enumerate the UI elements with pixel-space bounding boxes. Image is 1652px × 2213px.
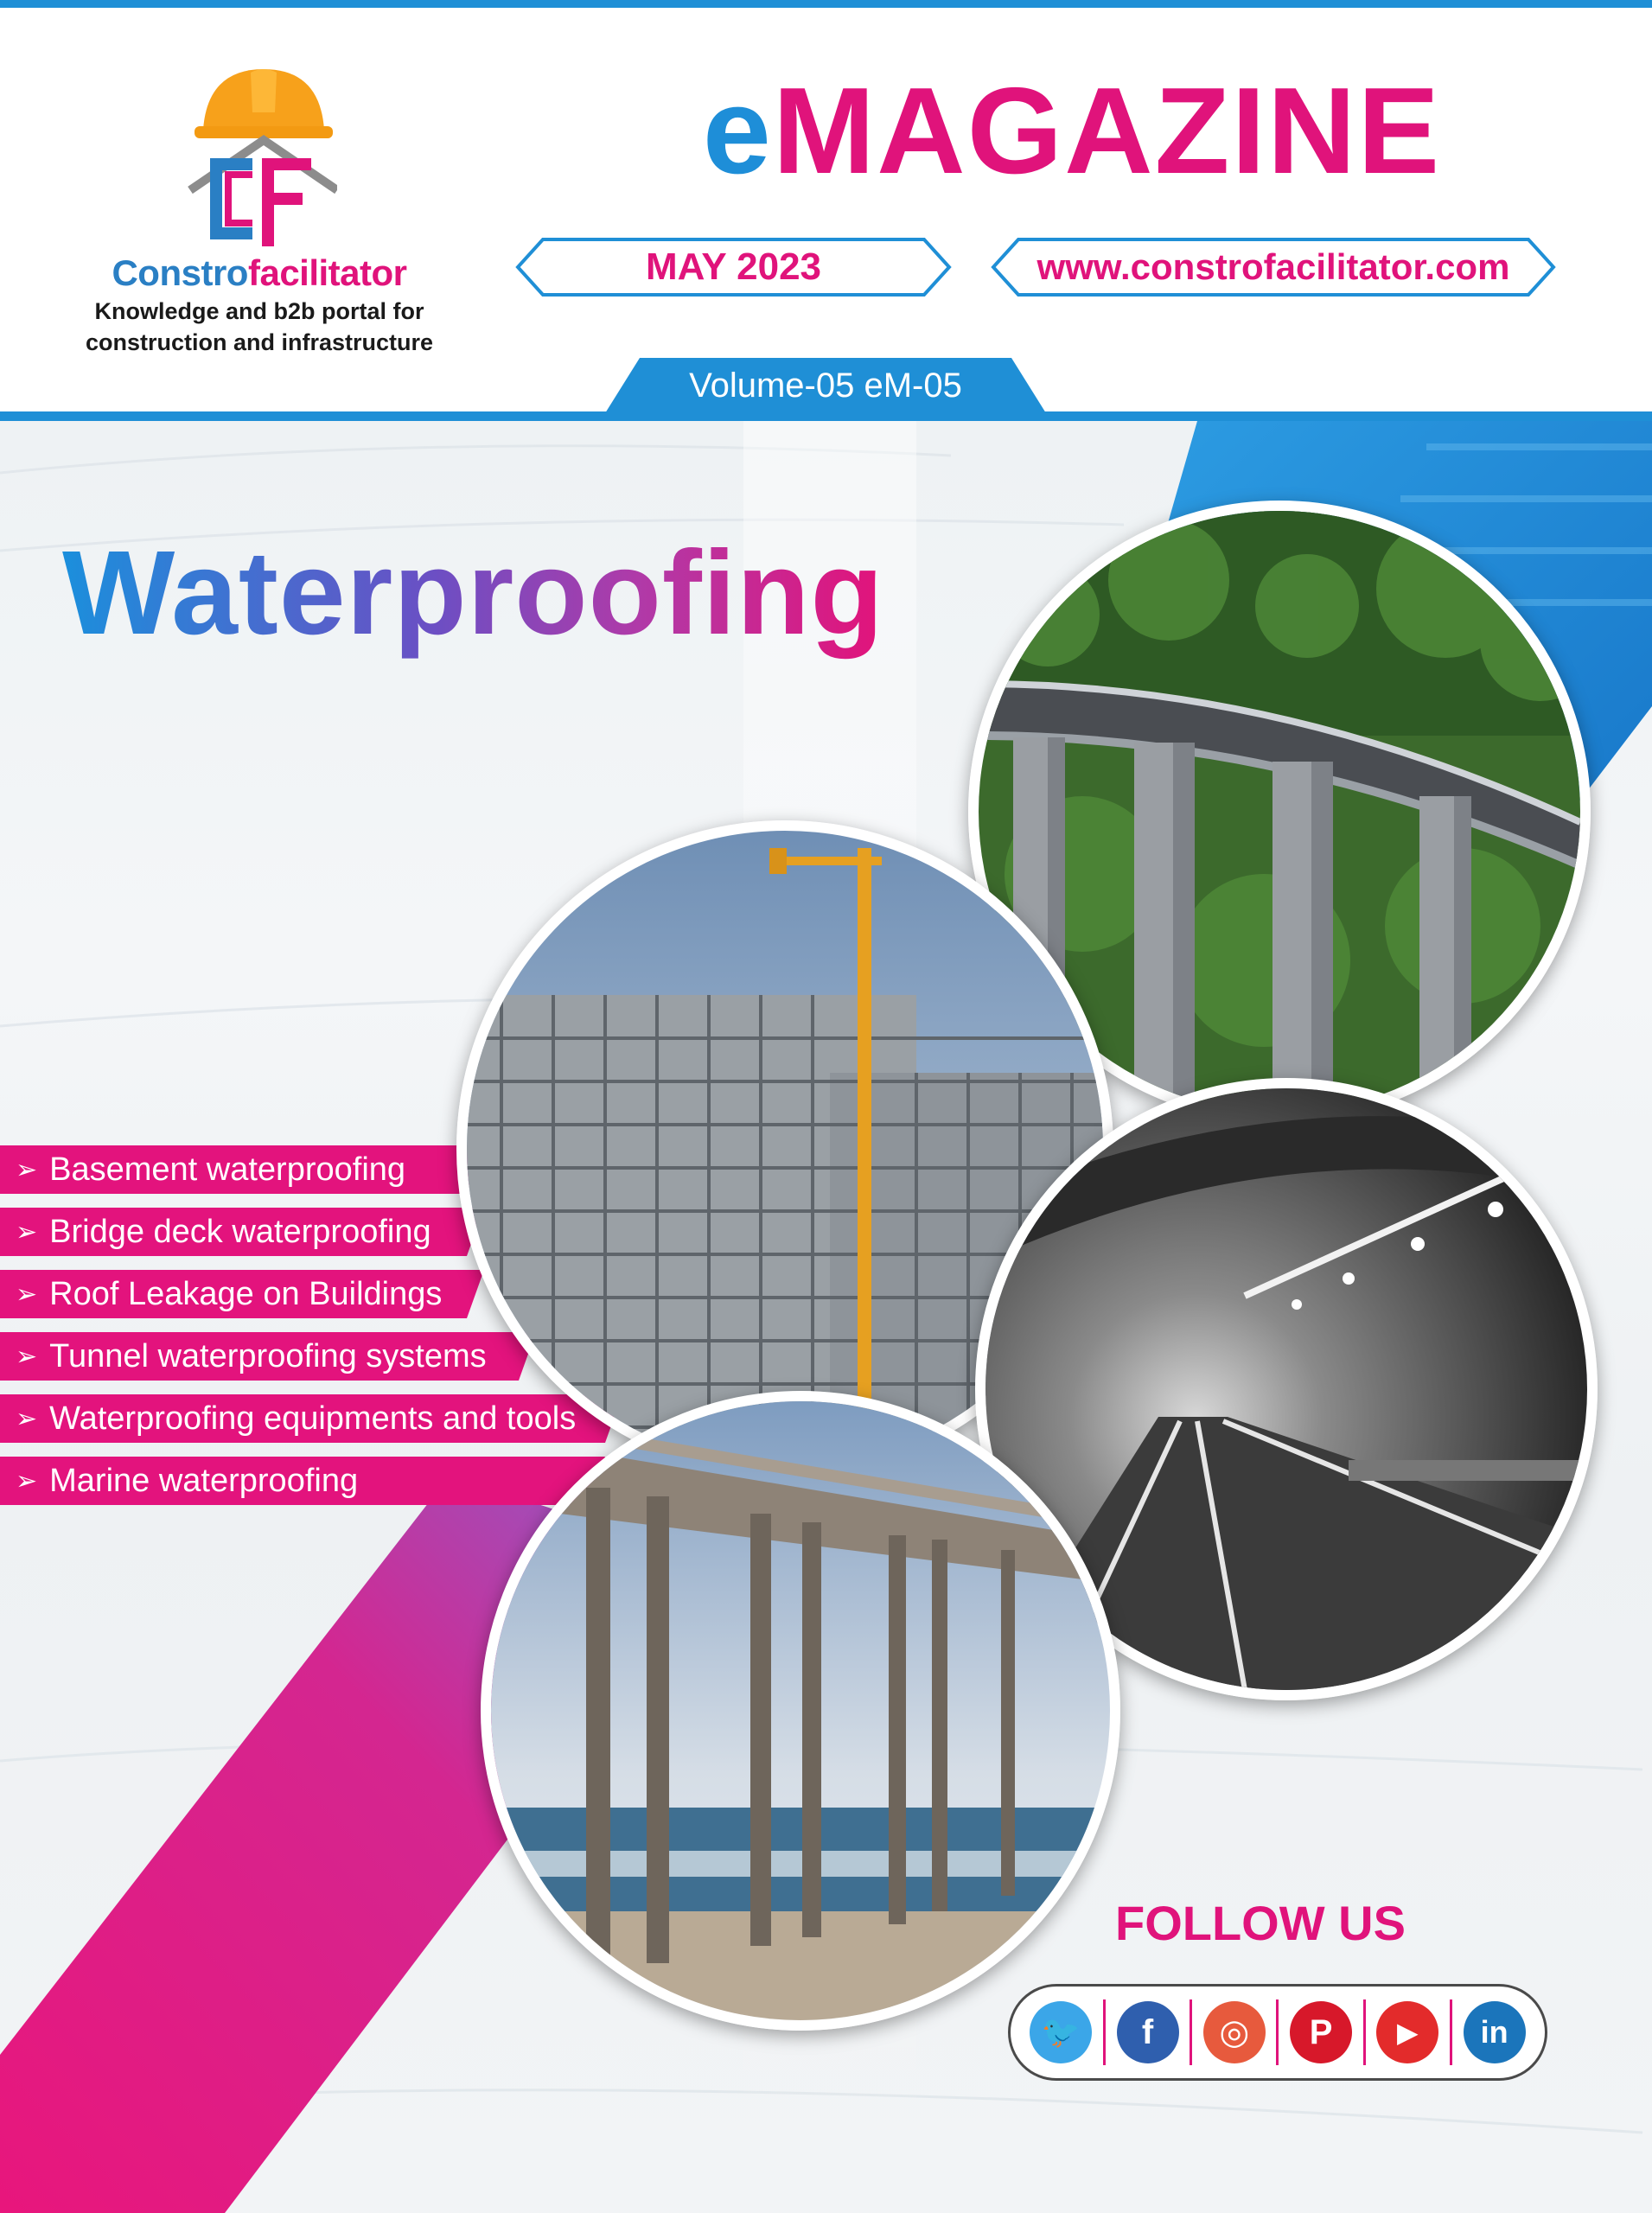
top-border	[0, 0, 1652, 8]
chevron-right-icon: ➢	[16, 1404, 38, 1433]
emagazine-title-rest: MAGAZINE	[772, 62, 1442, 200]
divider	[1103, 1999, 1106, 2065]
chevron-right-icon: ➢	[16, 1342, 38, 1371]
topic-item	[0, 1270, 484, 1318]
facebook-icon[interactable]: f	[1117, 2001, 1179, 2063]
brand-tagline	[78, 296, 441, 358]
divider	[1276, 1999, 1279, 2065]
topic-label: Basement waterproofing	[49, 1151, 406, 1188]
topic-item	[0, 1457, 605, 1505]
pinterest-icon[interactable]: P	[1290, 2001, 1352, 2063]
divider	[1363, 1999, 1366, 2065]
topic-label: Roof Leakage on Buildings	[49, 1275, 443, 1312]
brand-name	[78, 252, 441, 294]
brand-name-part1: Constro	[112, 252, 248, 293]
volume-tab	[605, 358, 1046, 413]
divider	[1450, 1999, 1452, 2065]
cover-body	[0, 421, 1652, 2213]
marine-pier-photo	[481, 1391, 1120, 2031]
topic-label: Waterproofing equipments and tools	[49, 1400, 577, 1437]
instagram-icon[interactable]: ◎	[1203, 2001, 1266, 2063]
topic-item	[0, 1332, 536, 1381]
topic-label: Tunnel waterproofing systems	[49, 1337, 487, 1374]
issue-date-badge	[515, 237, 952, 297]
chevron-right-icon: ➢	[16, 1466, 38, 1496]
youtube-icon[interactable]: ▶	[1376, 2001, 1438, 2063]
website-badge[interactable]	[991, 237, 1556, 297]
issue-date: MAY 2023	[645, 246, 822, 288]
topic-label: Marine waterproofing	[49, 1462, 359, 1499]
linkedin-icon[interactable]: in	[1464, 2001, 1526, 2063]
twitter-icon[interactable]: 🐦	[1030, 2001, 1092, 2063]
social-links-bar	[1008, 1984, 1547, 2081]
masthead	[0, 0, 1652, 413]
header-divider	[0, 411, 1652, 421]
topic-item	[0, 1208, 484, 1256]
follow-us-label: FOLLOW US	[1115, 1896, 1406, 1950]
topic-label: Bridge deck waterproofing	[49, 1213, 431, 1250]
emagazine-title	[605, 61, 1539, 202]
volume-label: Volume-05 eM-05	[689, 366, 962, 405]
topic-item	[0, 1394, 622, 1443]
tagline-line-1: Knowledge and b2b portal for	[94, 298, 424, 324]
hardhat-house-icon	[182, 61, 337, 251]
constrofacilitator-logo[interactable]	[78, 61, 441, 363]
emagazine-title-e: e	[702, 62, 773, 200]
brand-name-part2: facilitator	[247, 252, 407, 293]
chevron-right-icon: ➢	[16, 1279, 38, 1309]
divider	[1190, 1999, 1192, 2065]
section-title: Waterproofing	[62, 525, 884, 662]
chevron-right-icon: ➢	[16, 1217, 38, 1247]
website-link[interactable]: www.constrofacilitator.com	[1036, 246, 1510, 287]
chevron-right-icon: ➢	[16, 1155, 38, 1184]
tagline-line-2: construction and infrastructure	[85, 329, 434, 355]
topic-item	[0, 1145, 484, 1194]
